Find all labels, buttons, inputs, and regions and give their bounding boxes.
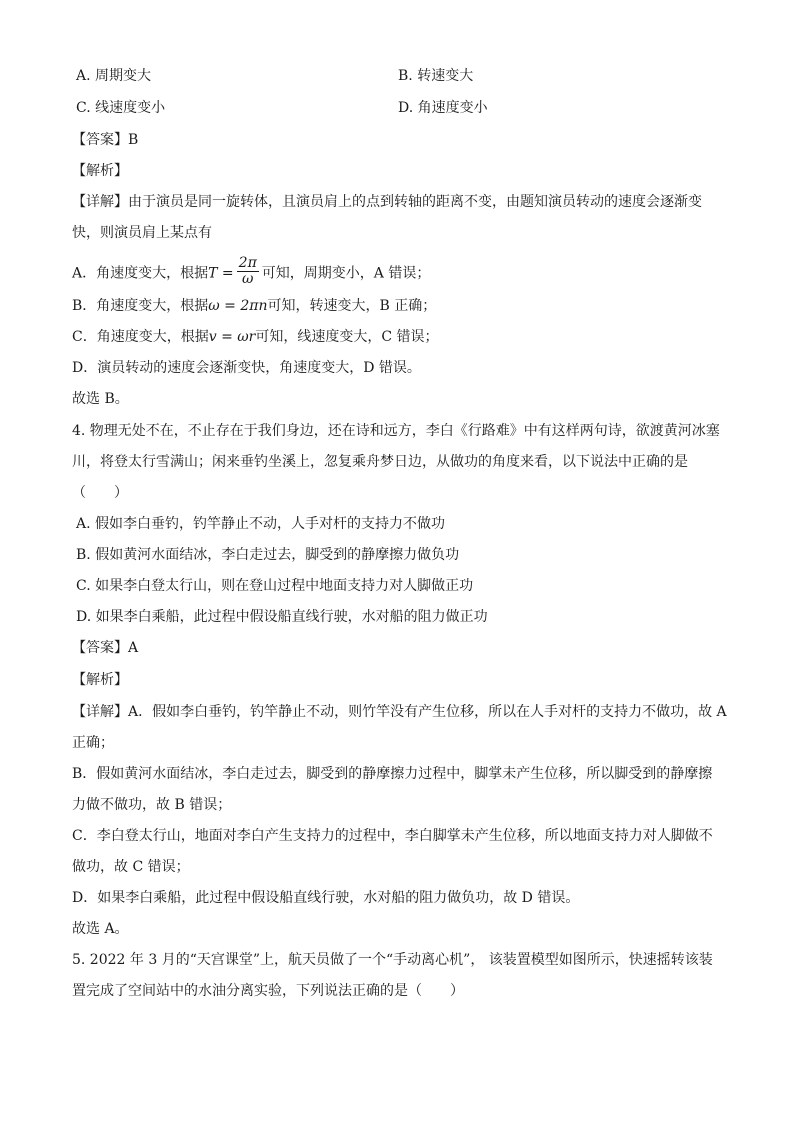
q4-conclusion: 故选 A。 [72, 921, 129, 937]
q3-explain-b-suffix: 可知，转速变大，B 正确； [267, 298, 437, 314]
q3-option-b: B. 转速变大 [398, 68, 474, 84]
q3-fraction-denominator: ω [242, 271, 254, 287]
q3-explain-a-suffix: 可知，周期变小，A 错误； [261, 265, 431, 282]
q4-explain-b-line-2: 力做不做功，故 B 错误； [72, 797, 232, 813]
q3-explain-c-prefix: C．角速度变大，根据 [72, 329, 209, 345]
q3-explain-d: D．演员转动的速度会逐渐变快，角速度变大，D 错误。 [72, 360, 421, 376]
q3-fraction [237, 256, 259, 287]
q4-explain-b-line-1: B．假如黄河水面结冰，李白走过去，脚受到的静摩擦力过程中，脚掌未产生位移，所以脚受到的静摩擦 [72, 766, 713, 782]
q4-option-d: D. 如果李白乘船，此过程中假设船直线行驶，水对船的阻力做正功 [76, 609, 488, 625]
q4-analysis-heading: 【解析】 [72, 672, 128, 688]
q4-detail-line-1: 【详解】A．假如李白垂钓，钓竿静止不动，则竹竿没有产生位移，所以在人手对杆的支持力不做功，故 A [72, 704, 727, 720]
q3-explain-a-prefix: A．角速度变大，根据 [72, 265, 209, 282]
q3-explain-c [72, 327, 439, 347]
q3-fraction-numerator: 2π [238, 255, 257, 271]
q3-explain-b-prefix: B．角速度变大，根据 [72, 298, 209, 314]
q4-stem-line-2: 川，将登太行雪满山；闲来垂钓坐溪上，忽复乘舟梦日边，从做功的角度来看，以下说法中正确的是 [72, 454, 688, 470]
q4-stem-line-1: 4. 物理无处不在，不止存在于我们身边，还在诗和远方，李白《行路难》中有这样两句诗，欲渡黄河冰塞 [72, 423, 720, 439]
q4-stem-line-3: （ ） [72, 485, 128, 501]
q3-explain-a [72, 255, 431, 289]
q4-explain-c-line-2: 做功，故 C 错误； [72, 859, 190, 875]
q4-detail-line-2: 正确； [72, 735, 114, 751]
q3-option-d: D. 角速度变小 [398, 100, 488, 116]
q3-conclusion: 故选 B。 [72, 391, 129, 407]
q3-option-c: C. 线速度变小 [76, 100, 166, 116]
q3-explain-c-suffix: 可知，线速度变大，C 错误； [255, 329, 439, 345]
q3-answer: 【答案】B [72, 132, 139, 148]
q4-explain-c-line-1: C．李白登太行山，地面对李白产生支持力的过程中，李白脚掌未产生位移，所以地面支持力对人脚做不 [72, 828, 713, 844]
q4-explain-d: D．如果李白乘船，此过程中假设船直线行驶，水对船的阻力做负功，故 D 错误。 [72, 890, 580, 906]
q5-stem-line-2: 置完成了空间站中的水油分离实验，下列说法正确的是（ ） [72, 983, 464, 999]
q4-option-a: A. 假如李白垂钓，钓竿静止不动，人手对杆的支持力不做功 [76, 516, 446, 532]
q5-stem-line-1: 5. 2022 年 3 月的“天宫课堂”上，航天员做了一个“手动离心机”， 该装置模型如图所示，快速摇转该装 [72, 952, 713, 968]
q3-detail-line-2: 快，则演员肩上某点有 [72, 225, 212, 241]
q3-option-a: A. 周期变大 [76, 68, 152, 84]
q3-explain-c-math: v = ωr [208, 329, 256, 345]
q4-option-c: C. 如果李白登太行山，则在登山过程中地面支持力对人脚做正功 [76, 578, 474, 594]
q3-detail-line-1: 【详解】由于演员是同一旋转体，且演员肩上的点到转轴的距离不变，由题知演员转动的速度会逐渐变 [72, 194, 702, 210]
q4-option-b: B. 假如黄河水面结冰，李白走过去，脚受到的静摩擦力做负功 [76, 547, 460, 563]
q4-answer: 【答案】A [72, 640, 139, 656]
q3-explain-b-math: ω = 2πn [208, 298, 268, 314]
q3-analysis-heading: 【解析】 [72, 163, 128, 179]
q3-explain-b [72, 296, 436, 316]
q3-explain-a-math-lhs: T = [208, 265, 234, 282]
